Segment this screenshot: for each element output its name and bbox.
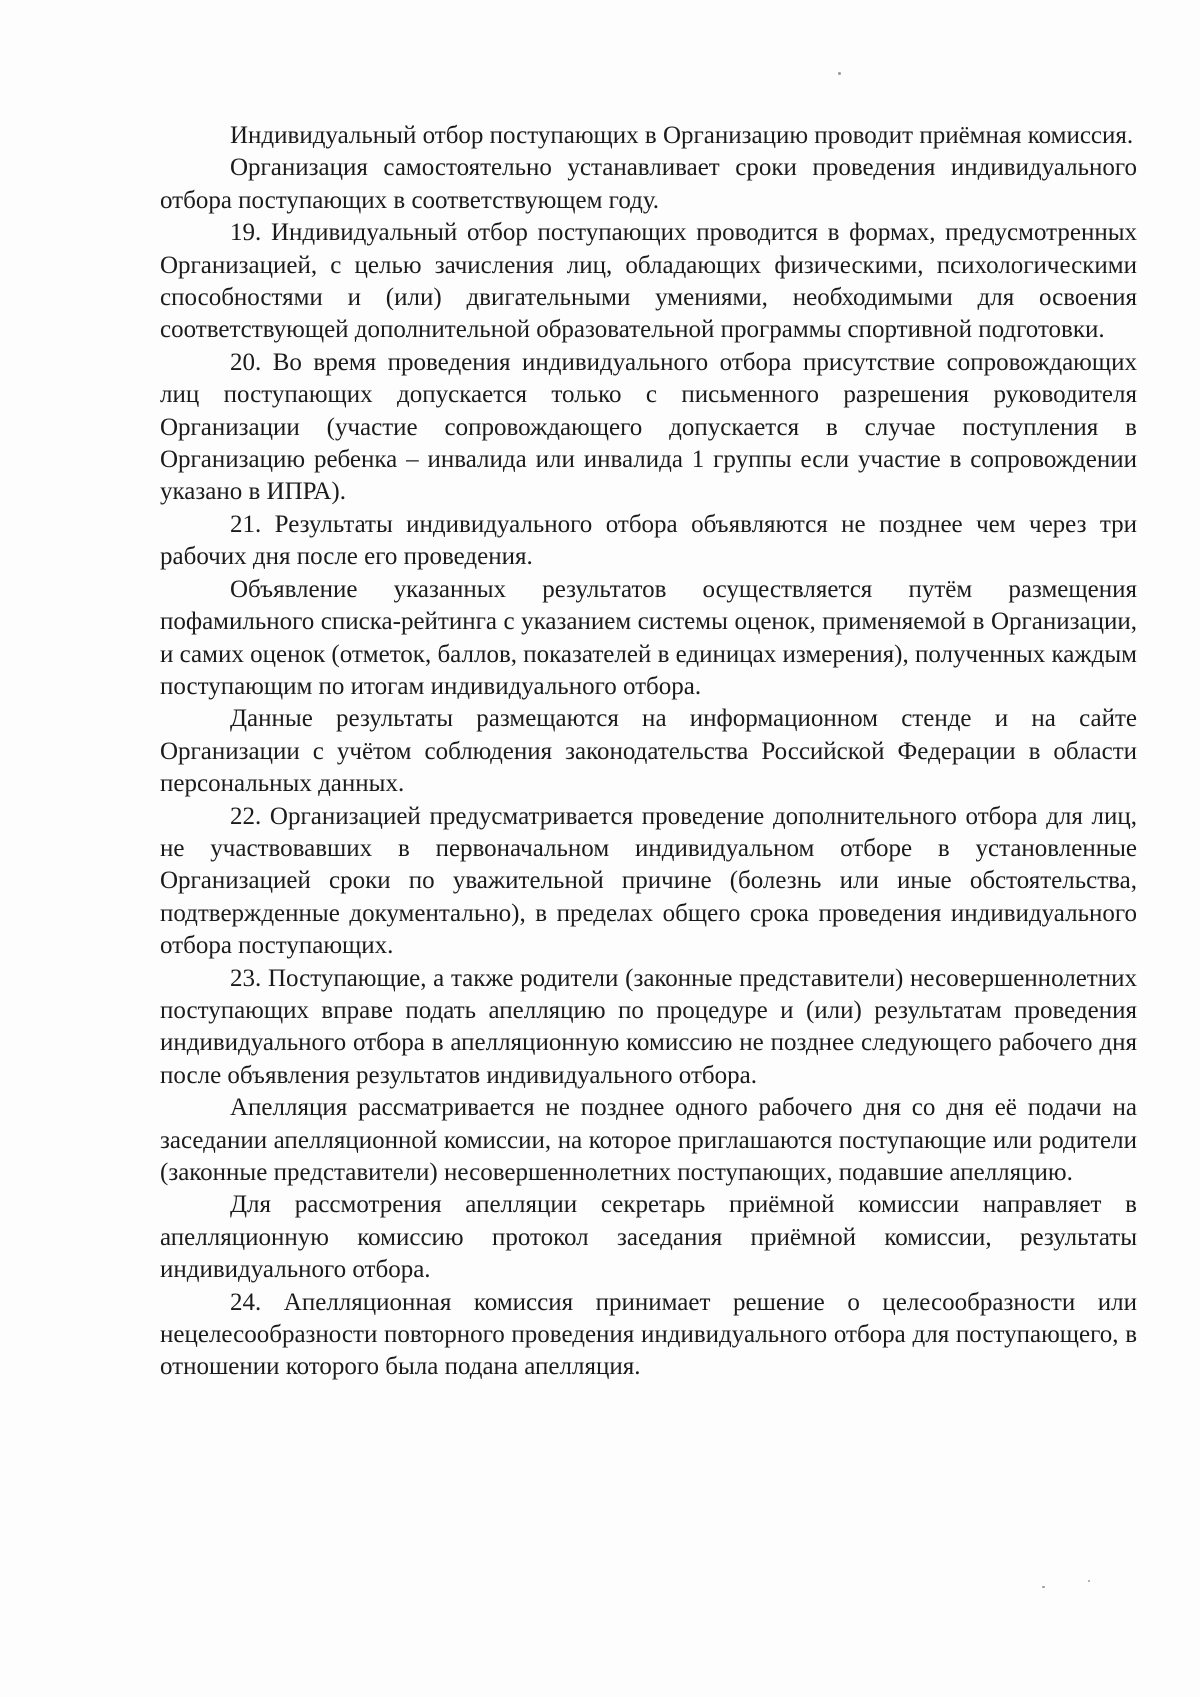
scan-speck — [1042, 1586, 1045, 1588]
paragraph: Апелляция рассматривается не позднее одного рабочего дня со дня её подачи на заседании апелляционной комиссии, на которое приглашаются поступающие или родители (законные представители) несовершеннолетних поступающих, подавшие апелляцию. — [160, 1094, 1137, 1186]
paragraph: Для рассмотрения апелляции секретарь приёмной комиссии направляет в апелляционную комиссию протокол заседания приёмной комиссии, результаты индивидуального отбора. — [160, 1191, 1137, 1284]
scan-speck — [1088, 1580, 1090, 1582]
paragraph-item-19: 19. Индивидуальный отбор поступающих проводится в формах, предусмотренных Организацией, с целью зачисления лиц, обладающих физическими, психологическими способностями и (или) двигательными умениями, необходимыми для освоения соответствующей дополнительной образовательной программы спортивной подготовки. — [160, 219, 1137, 344]
paragraph-item-22: 22. Организацией предусматривается проведение дополнительного отбора для лиц, не участвовавших в первоначальном индивидуальном отборе в установленные Организацией сроки по уважительной причине (болезнь или иные обстоятельства, подтвержденные документально), в пределах общего срока проведения индивидуального отбора поступающих. — [160, 802, 1137, 960]
paragraph: Организация самостоятельно устанавливает сроки проведения индивидуального отбора поступающих в соответствующем году. — [160, 154, 1137, 214]
paragraph: Объявление указанных результатов осуществляется путём размещения пофамильного списка-рейтинга с указанием системы оценок, применяемой в Организации, и самих оценок (отметок, баллов, показателей в единицах измерения), полученных каждым поступающим по итогам индивидуального отбора. — [160, 575, 1137, 700]
paragraph-item-21: 21. Результаты индивидуального отбора объявляются не позднее чем через три рабочих дня после его проведения. — [160, 510, 1137, 571]
scan-speck — [838, 72, 841, 75]
paragraph: Данные результаты размещаются на информационном стенде и на сайте Организации с учётом соблюдения законодательства Российской Федерации в области персональных данных. — [160, 705, 1137, 798]
paragraph-item-20: 20. Во время проведения индивидуального отбора присутствие сопровождающих лиц поступающих допускается только с письменного разрешения руководителя Организации (участие сопровождающего допускается в случае поступления в Организацию ребенка – инвалида или инвалида 1 группы если участие в сопровождении указано в ИПРА). — [160, 348, 1137, 506]
paragraph-item-24: 24. Апелляционная комиссия принимает решение о целесообразности или нецелесообразности повторного проведения индивидуального отбора для поступающего, в отношении которого была подана апелляция. — [160, 1288, 1137, 1381]
paragraph: Индивидуальный отбор поступающих в Организацию проводит приёмная комиссия. — [230, 122, 1134, 149]
paragraph-item-23: 23. Поступающие, а также родители (законные представители) несовершеннолетних поступающих вправе подать апелляцию по процедуре и (или) результатам проведения индивидуального отбора в апелляционную комиссию не позднее следующего рабочего дня после объявления результатов индивидуального отбора. — [160, 964, 1137, 1089]
document-body — [160, 120, 1137, 1384]
